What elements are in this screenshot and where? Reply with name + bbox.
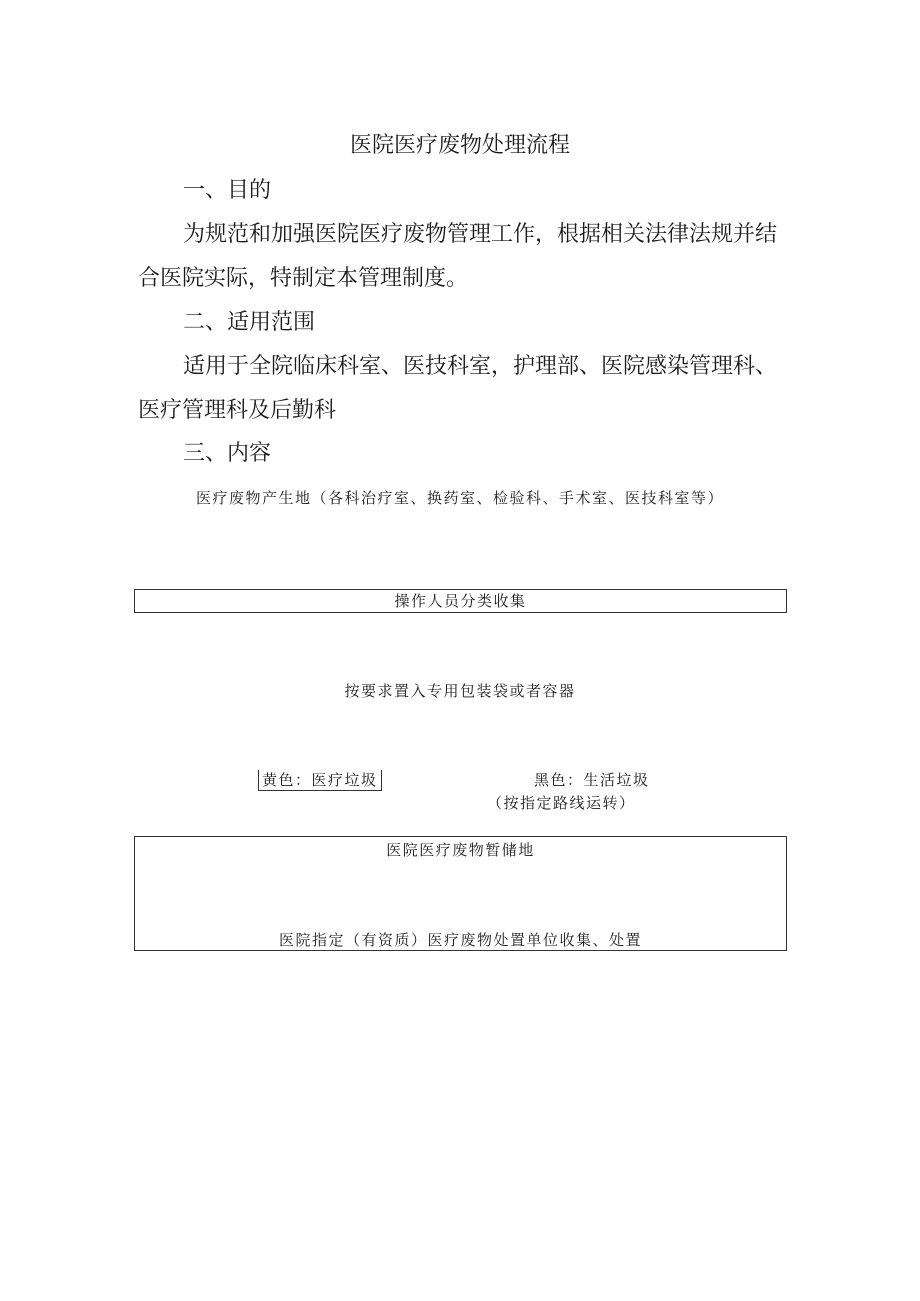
purpose-text-line-2: 合医院实际，特制定本管理制度。 bbox=[138, 266, 469, 291]
flow-black-bin-label: 黑色：生活垃圾 bbox=[534, 771, 650, 789]
flow-black-bin-note: （按指定路线运转） bbox=[487, 794, 636, 812]
flow-source-label: 医疗废物产生地（各科治疗室、换药室、检验科、手术室、医技科室等） bbox=[195, 489, 724, 507]
flow-collect-box bbox=[134, 589, 787, 613]
flow-yellow-bin-label: 黄色：医疗垃圾 bbox=[258, 770, 382, 791]
flow-pack-label: 按要求置入专用包装袋或者容器 bbox=[344, 682, 576, 700]
flow-collect-label: 操作人员分类收集 bbox=[394, 592, 527, 610]
scope-text-line-2: 医疗管理科及后勤科 bbox=[138, 398, 337, 423]
purpose-text-line-1: 为规范和加强医院医疗废物管理工作，根据相关法律法规并结 bbox=[183, 222, 778, 247]
section-heading-purpose: 一、目的 bbox=[183, 178, 272, 203]
flow-storage-box bbox=[134, 836, 787, 951]
section-heading-content: 三、内容 bbox=[183, 441, 272, 466]
section-heading-scope: 二、适用范围 bbox=[183, 310, 316, 335]
page-title: 医院医疗废物处理流程 bbox=[349, 133, 570, 158]
flow-storage-label: 医院医疗废物暂储地 bbox=[386, 841, 535, 859]
flow-disposal-label: 医院指定（有资质）医疗废物处置单位收集、处置 bbox=[278, 931, 642, 949]
scope-text-line-1: 适用于全院临床科室、医技科室，护理部、医院感染管理科、 bbox=[183, 354, 778, 379]
